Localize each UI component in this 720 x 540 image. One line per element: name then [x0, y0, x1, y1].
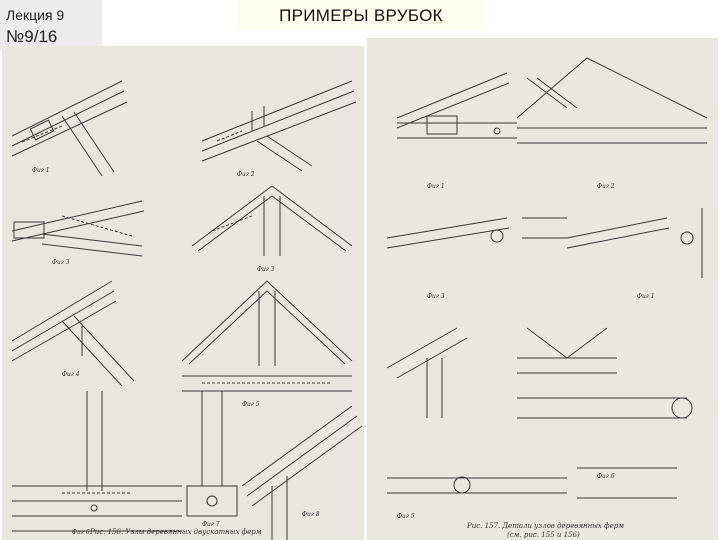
lecture-badge — [0, 0, 102, 50]
detail-2-drawing — [517, 58, 707, 143]
fig-label: Фиг 6 — [597, 473, 615, 480]
fig-1-drawing — [12, 81, 127, 176]
right-drawing-figures — [367, 38, 718, 540]
fig-label: Фиг 2 — [597, 183, 615, 190]
fig-label: Фиг 3 — [427, 293, 445, 300]
fig-label: Фиг 1 — [637, 293, 655, 300]
detail-1-drawing — [397, 73, 517, 138]
truss-1-drawing — [192, 186, 352, 256]
detail-3-drawing — [387, 218, 509, 248]
right-sheet-caption-line-1: Рис. 157. Детали узлов деревянных ферм — [467, 522, 624, 530]
left-drawing-figures — [2, 46, 364, 540]
fig-label: Фиг 7 — [202, 521, 220, 528]
detail-5-drawing — [387, 328, 692, 418]
fig-label: Фиг 1 — [427, 183, 445, 190]
left-sheet-caption: Рис. 156. Узлы деревянных двускатных ферм — [90, 528, 262, 536]
left-drawing-sheet — [2, 46, 364, 540]
fig-3-drawing — [12, 201, 144, 256]
slide-title: ПРИМЕРЫ ВРУБОК — [237, 0, 485, 30]
fig-2-drawing — [202, 81, 356, 171]
fig-label: Фиг 6 — [72, 529, 90, 536]
lecture-label: Лекция 9 — [6, 7, 65, 23]
fig-label: Фиг 3 — [52, 259, 70, 266]
right-drawing-sheet — [367, 38, 718, 540]
fig-7-drawing — [242, 406, 362, 540]
lecture-number: №9/16 — [6, 27, 58, 46]
fig-label: Фиг 4 — [62, 371, 80, 378]
fig-5-drawing — [12, 391, 182, 531]
fig-label: Фиг 8 — [302, 511, 320, 518]
fig-label: Фиг 5 — [242, 401, 260, 408]
detail-4-drawing — [522, 208, 702, 278]
fig-label: Фиг 2 — [237, 171, 255, 178]
right-sheet-caption-line-2: (см. рис. 155 и 156) — [507, 531, 580, 539]
fig-6-drawing — [187, 391, 237, 516]
detail-6-drawing — [387, 468, 677, 498]
truss-2-drawing — [182, 281, 352, 391]
fig-label: Фиг 1 — [32, 167, 50, 174]
fig-label: Фиг 3 — [257, 266, 275, 273]
fig-label: Фиг 5 — [397, 513, 415, 520]
